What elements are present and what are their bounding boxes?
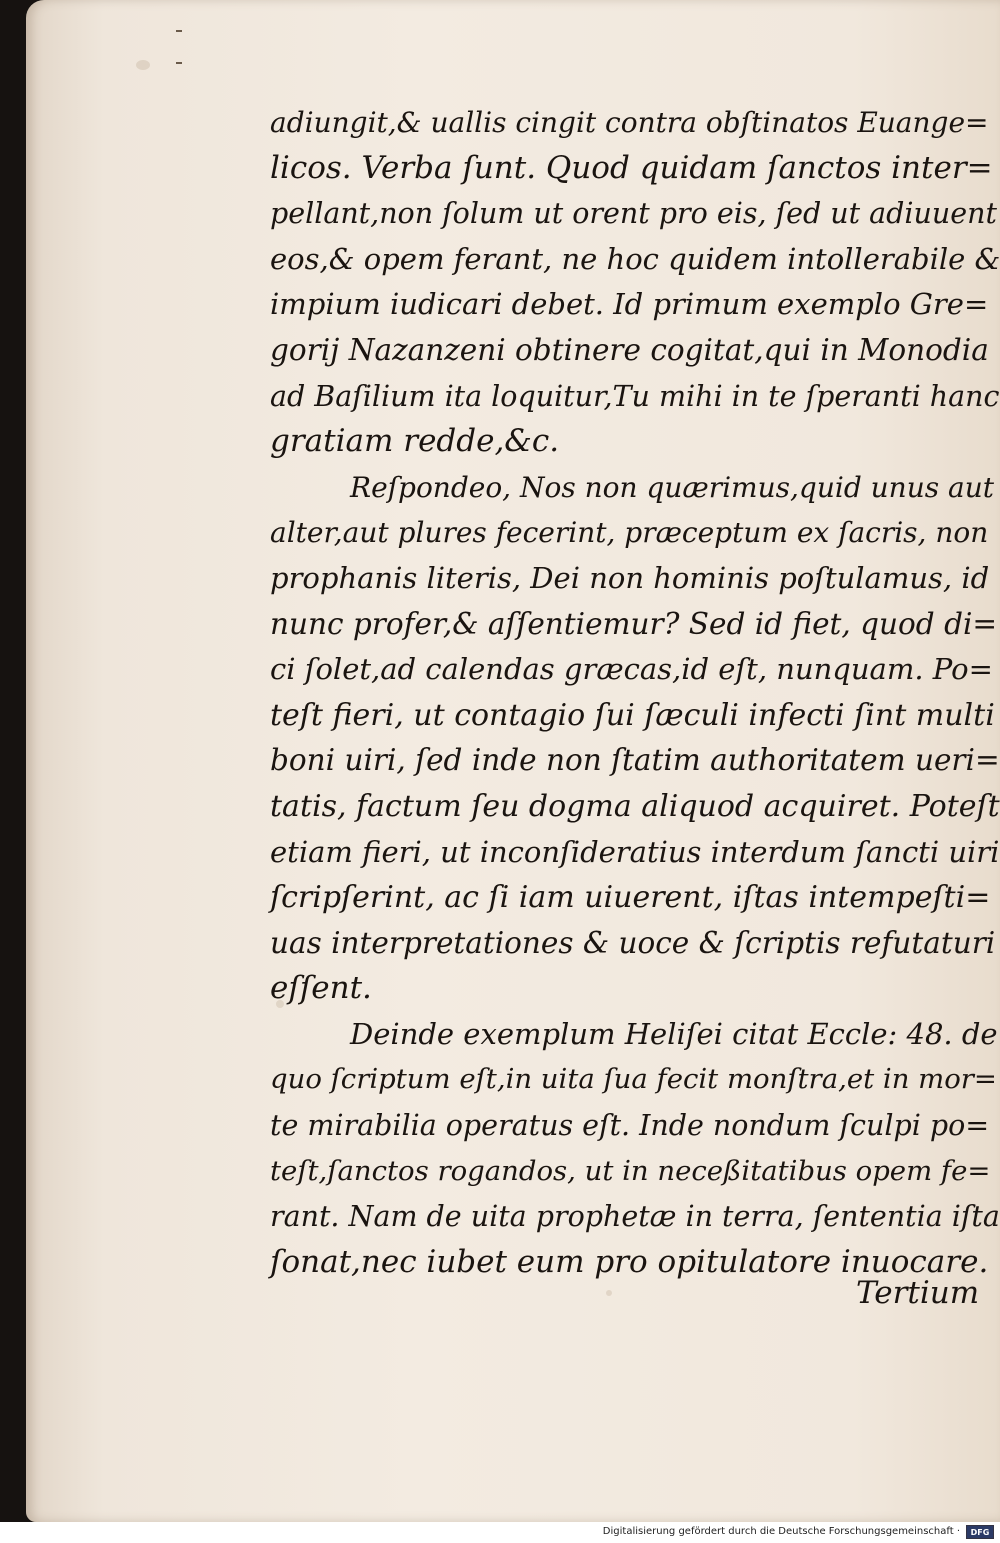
paper-stain <box>606 1290 612 1296</box>
text-line: ad Baſilium ita loquitur,Tu mihi in te ſperanti hanc <box>270 379 1000 413</box>
book-page <box>26 0 1000 1522</box>
text-line: etiam fieri, ut inconſideratius interdum ſancti uiri <box>270 834 1000 869</box>
text-line: adiungit,& uallis cingit contra obſtinatos Euange= <box>270 106 989 139</box>
text-line: eſſent. <box>270 970 372 1007</box>
text-line: teſt,ſanctos rogandos, ut in neceßitatibus opem fe= <box>270 1154 991 1187</box>
footer-bar <box>0 1522 1000 1543</box>
text-line: prophanis literis, Dei non hominis poſtulamus, id <box>270 560 990 595</box>
text-line: nunc profer,& aſſentiemur? Sed id fiet, quod di= <box>270 606 998 641</box>
text-line: te mirabilia operatus eſt. Inde nondum ſculpi po= <box>270 1109 990 1143</box>
text-line: impium iudicari debet. Id primum exemplo Gre= <box>270 287 989 322</box>
text-line: gorij Nazanzeni obtinere cogitat,qui in Monodia <box>270 332 989 367</box>
text-line: tatis, factum ſeu dogma aliquod acquiret. Poteſt <box>270 788 1000 824</box>
page-text <box>270 100 1000 1285</box>
text-line: ſonat,nec iubet eum pro opitulatore inuocare. <box>270 1243 989 1280</box>
text-line: ci ſolet,ad calendas græcas,id eſt, nunquam. Po= <box>270 652 993 687</box>
text-line: rant. Nam de uita prophetæ in terra, ſententia iſta <box>270 1200 1000 1234</box>
margin-mark <box>176 30 182 32</box>
text-line: eos,& opem ferant, ne hoc quidem intollerabile & <box>270 241 1000 276</box>
text-line: ſcripſerint, ac ſi iam uiuerent, iſtas intempeſti= <box>270 880 991 916</box>
text-line: gratiam redde,&c. <box>270 423 560 460</box>
text-line: uas interpretationes & uoce & ſcriptis refutaturi <box>270 925 996 960</box>
text-line: licos. Verba ſunt. Quod quidam ſanctos inter= <box>270 149 993 186</box>
text-line: alter,aut plures fecerint, præceptum ex ſacris, non <box>270 516 989 550</box>
text-line: pellant,non ſolum ut orent pro eis, ſed ut adiuuent <box>270 197 997 231</box>
text-line: quo ſcriptum eſt,in uita ſua fecit monſtra,et in mor= <box>270 1063 997 1096</box>
dfg-logo: DFG <box>966 1525 994 1539</box>
text-line: Reſpondeo, Nos non quærimus,quid unus aut <box>350 470 994 504</box>
catchword: Tertium <box>856 1275 980 1311</box>
paper-stain <box>136 60 150 70</box>
text-line: teſt fieri, ut contagio ſui ſæculi infecti ſint multi <box>270 697 995 733</box>
funding-notice: Digitalisierung gefördert durch die Deutsche Forschungsgemeinschaft · <box>602 1526 960 1537</box>
text-line: Deinde exemplum Heliſei citat Eccle: 48. de <box>350 1016 998 1051</box>
margin-mark <box>176 62 182 64</box>
text-line: boni uiri, ſed inde non ſtatim authoritatem ueri= <box>270 743 1000 778</box>
